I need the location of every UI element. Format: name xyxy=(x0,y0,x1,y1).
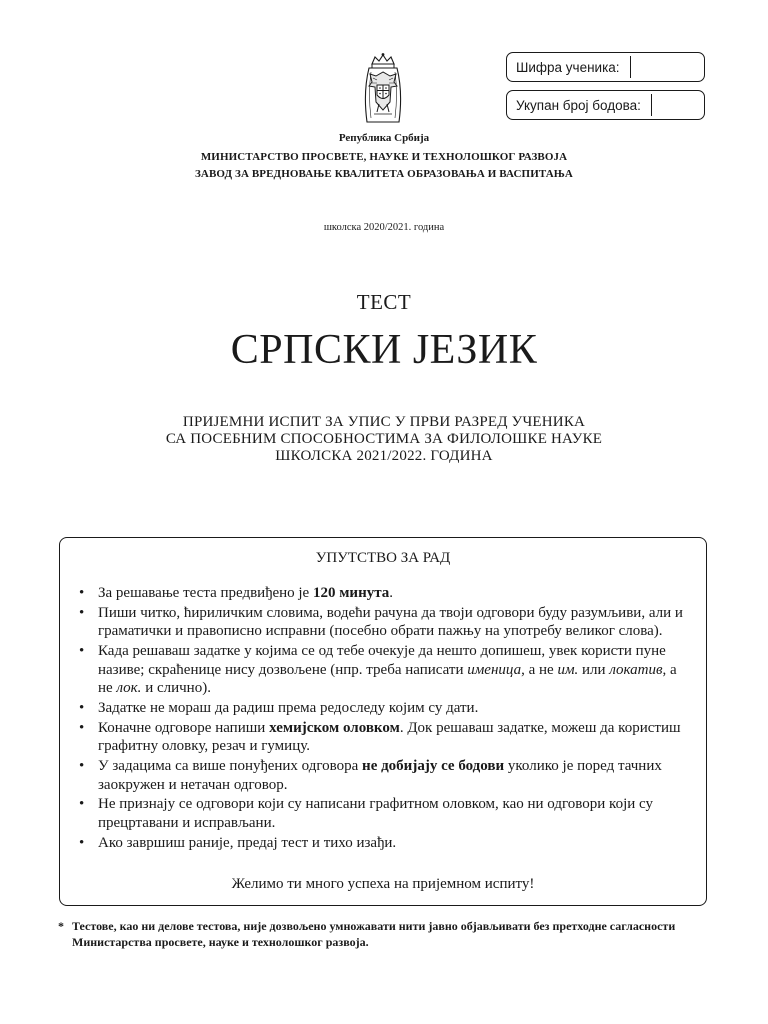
instruction-text: Када решаваш задатке у којима се од тебе очекује да нешто допишеш, увек користи пуне називе; скраћенице нису дозвољене (нпр. треба написати xyxy=(98,643,666,678)
instruction-text: Ако завршиш раније, предај тест и тихо изађи. xyxy=(98,834,397,851)
subtitle-line: СА ПОСЕБНИМ СПОСОБНОСТИМА ЗА ФИЛОЛОШКЕ НАУКЕ xyxy=(165,431,603,447)
total-points-input-line[interactable] xyxy=(651,94,652,116)
instruction-text: или xyxy=(578,661,610,678)
instruction-text: . xyxy=(389,585,394,601)
coat-of-arms-emblem xyxy=(359,52,407,127)
instruction-example: локатив xyxy=(609,661,663,678)
ministry-name: МИНИСТАРСТВО ПРОСВЕТЕ, НАУКЕ И ТЕХНОЛОШКОГ РАЗВОЈА xyxy=(200,151,568,163)
instruction-text: Пиши читко, ћириличким словима, водећи рачуна да твоји одговори буду разумљиви, али и граматички и правописно исправни (посебно обрати пажњу на употребу великог слова). xyxy=(98,604,683,640)
instructions-title: УПУТСТВО ЗА РАД xyxy=(315,550,451,566)
school-year: школска 2020/2021. година xyxy=(323,222,445,233)
instruction-item xyxy=(77,642,689,697)
instruction-emphasis: хемијском оловком xyxy=(269,719,400,736)
instruction-text: , а не xyxy=(98,661,677,697)
total-points-label: Укупан број бодова: xyxy=(516,97,641,113)
subtitle-line: ПРИЈЕМНИ ИСПИТ ЗА УПИС У ПРВИ РАЗРЕД УЧЕНИКА xyxy=(182,414,586,430)
instruction-text: Не признају се одговори који су написани графитном оловком, као ни одговори који су прецртавани и исправљани. xyxy=(98,796,653,831)
instruction-text: Задатке не мораш да радиш према редоследу којим су дати. xyxy=(98,699,479,716)
closing-wish: Желимо ти много успеха на пријемном испиту! xyxy=(231,876,535,892)
test-label: ТЕСТ xyxy=(356,290,412,314)
instruction-example: именица xyxy=(467,661,522,678)
instruction-text: и слично). xyxy=(141,680,211,697)
instruction-item xyxy=(77,699,689,717)
instruction-item xyxy=(77,604,689,641)
instruction-text: . Док решаваш задатке, можеш да користиш графитну оловку, резач и гумицу. xyxy=(98,719,681,755)
student-code-field[interactable] xyxy=(506,52,705,82)
instruction-item xyxy=(77,757,689,794)
instruction-item xyxy=(77,584,689,602)
subject-title: СРПСКИ ЈЕЗИК xyxy=(230,327,538,373)
instruction-emphasis: не добијају се бодови xyxy=(362,758,505,775)
instructions-list xyxy=(77,584,689,854)
instruction-text: уколико је поред тачних заокружен и нетачан одговор. xyxy=(98,758,662,793)
instruction-text: Коначне одговоре напиши xyxy=(98,719,270,736)
student-code-label: Шифра ученика: xyxy=(516,59,620,75)
student-code-input-line[interactable] xyxy=(630,56,631,78)
footnote-text: Тестове, као ни делове тестова, није дозвољено умножавати нити јавно објављивати без претходне сагласности Министарства просвете, науке и технолошког развоја. xyxy=(72,919,676,949)
instruction-text: За решавање теста предвиђено је xyxy=(98,585,313,601)
footnote-mark: * xyxy=(58,919,64,933)
subtitle-line: ШКОЛСКА 2021/2022. ГОДИНА xyxy=(275,448,493,464)
instruction-text: У задацима са више понуђених одговора xyxy=(98,758,363,775)
instruction-item xyxy=(77,834,689,852)
total-points-field[interactable] xyxy=(506,90,705,120)
instruction-item xyxy=(77,795,689,832)
instruction-item xyxy=(77,719,689,756)
instructions-panel xyxy=(59,537,707,906)
institute-name: ЗАВОД ЗА ВРЕДНОВАЊЕ КВАЛИТЕТА ОБРАЗОВАЊА И ВАСПИТАЊА xyxy=(195,168,573,180)
instruction-example: им. xyxy=(557,661,579,678)
instruction-text: , а не xyxy=(521,661,558,678)
instruction-example: лок. xyxy=(116,680,142,697)
republic-name: Република Србија xyxy=(338,132,430,144)
instruction-emphasis: 120 минута xyxy=(312,585,390,601)
